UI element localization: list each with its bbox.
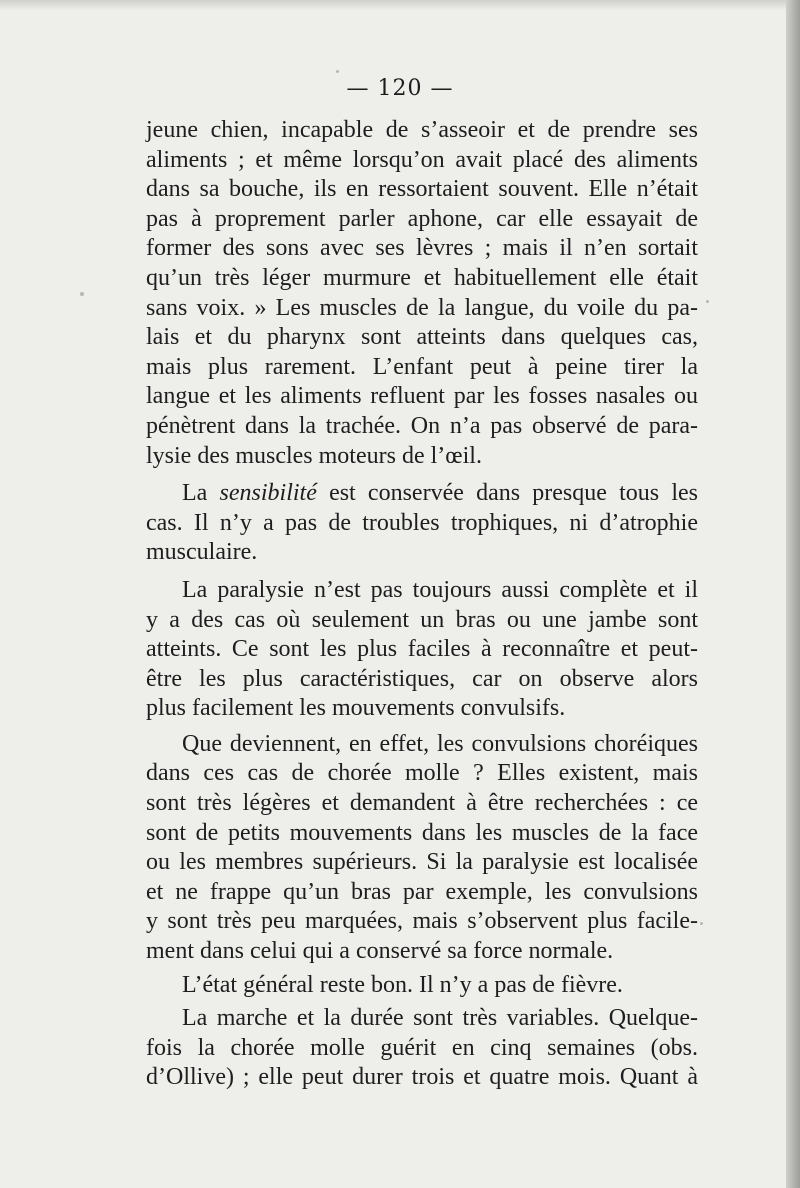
page-right-edge: [786, 0, 800, 1188]
text-line: La paralysie n’est pas toujours aussi complète et il: [182, 576, 698, 603]
text-line: y sont très peu marquées, mais s’observent plus facile-: [146, 908, 698, 935]
text-line: lysie des muscles moteurs de l’œil.: [146, 442, 482, 469]
text-line: dans sa bouche, ils en ressortaient souvent. Elle n’était: [146, 176, 698, 203]
text-line: langue et les aliments refluent par les fosses nasales ou: [146, 383, 698, 410]
text-line: [146, 479, 698, 509]
text-run: La: [182, 480, 220, 507]
text-line: y a des cas où seulement un bras ou une jambe sont: [146, 606, 698, 633]
paper-speck: [336, 70, 339, 73]
paragraph-1: [146, 116, 698, 471]
text-line: pas à proprement parler aphone, car elle essayait de: [146, 205, 698, 232]
text-line: dans ces cas de chorée molle ? Elles existent, mais: [146, 760, 698, 787]
paper-speck: [700, 922, 703, 925]
text-line: mais plus rarement. L’enfant peut à peine tirer la: [146, 353, 698, 380]
paragraph-2: [146, 479, 698, 568]
text-line: lais et du pharynx sont atteints dans quelques cas,: [146, 324, 698, 351]
text-line: ou les membres supérieurs. Si la paralysie est localisée: [146, 849, 698, 876]
text-line: cas. Il n’y a pas de troubles trophiques, ni d’atrophie: [146, 509, 698, 536]
text-line: L’état général reste bon. Il n’y a pas de fièvre.: [182, 971, 623, 998]
paper-speck: [80, 292, 84, 296]
text-line: sont très légères et demandent à être recherchées : ce: [146, 790, 698, 817]
text-line: jeune chien, incapable de s’asseoir et de prendre ses: [146, 117, 698, 143]
paragraph-6: [146, 1004, 698, 1093]
text-line: sont de petits mouvements dans les muscles de la face: [146, 819, 698, 846]
paragraph-3: [146, 576, 698, 724]
text-run: est conservée dans presque tous les: [316, 480, 699, 507]
text-line: qu’un très léger murmure et habituellement elle était: [146, 264, 698, 291]
text-line: et ne frappe qu’un bras par exemple, les convulsions: [146, 878, 698, 905]
paragraph-5: [146, 971, 698, 1001]
text-line: être les plus caractéristiques, car on observe alors: [146, 665, 698, 692]
text-line: ment dans celui qui a conservé sa force normale.: [146, 938, 614, 965]
text-line: aliments ; et même lorsqu’on avait placé des aliments: [146, 146, 698, 173]
text-line: Que deviennent, en effet, les convulsions choréiques: [182, 730, 698, 757]
text-line: musculaire.: [146, 539, 258, 566]
text-line: d’Ollive) ; elle peut durer trois et quatre mois. Quant à: [146, 1064, 698, 1091]
body-text: [146, 116, 698, 1093]
text-line: plus facilement les mouvements convulsifs.: [146, 695, 566, 722]
text-line: La marche et la durée sont très variables. Quelque-: [182, 1005, 698, 1032]
paper-speck: [706, 300, 709, 303]
text-line: atteints. Ce sont les plus faciles à reconnaître et peut-: [146, 636, 698, 663]
italic-term-sensibilite: sensibilité: [219, 480, 317, 507]
page-top-shadow: [0, 0, 800, 10]
text-line: former des sons avec ses lèvres ; mais il n’en sortait: [146, 235, 698, 262]
text-line: sans voix. » Les muscles de la langue, du voile du pa-: [146, 294, 698, 321]
paragraph-4: [146, 730, 698, 967]
page-number: — 120 —: [346, 76, 454, 101]
text-line: pénètrent dans la trachée. On n’a pas observé de para-: [146, 412, 698, 439]
text-line: fois la chorée molle guérit en cinq semaines (obs.: [146, 1034, 698, 1061]
